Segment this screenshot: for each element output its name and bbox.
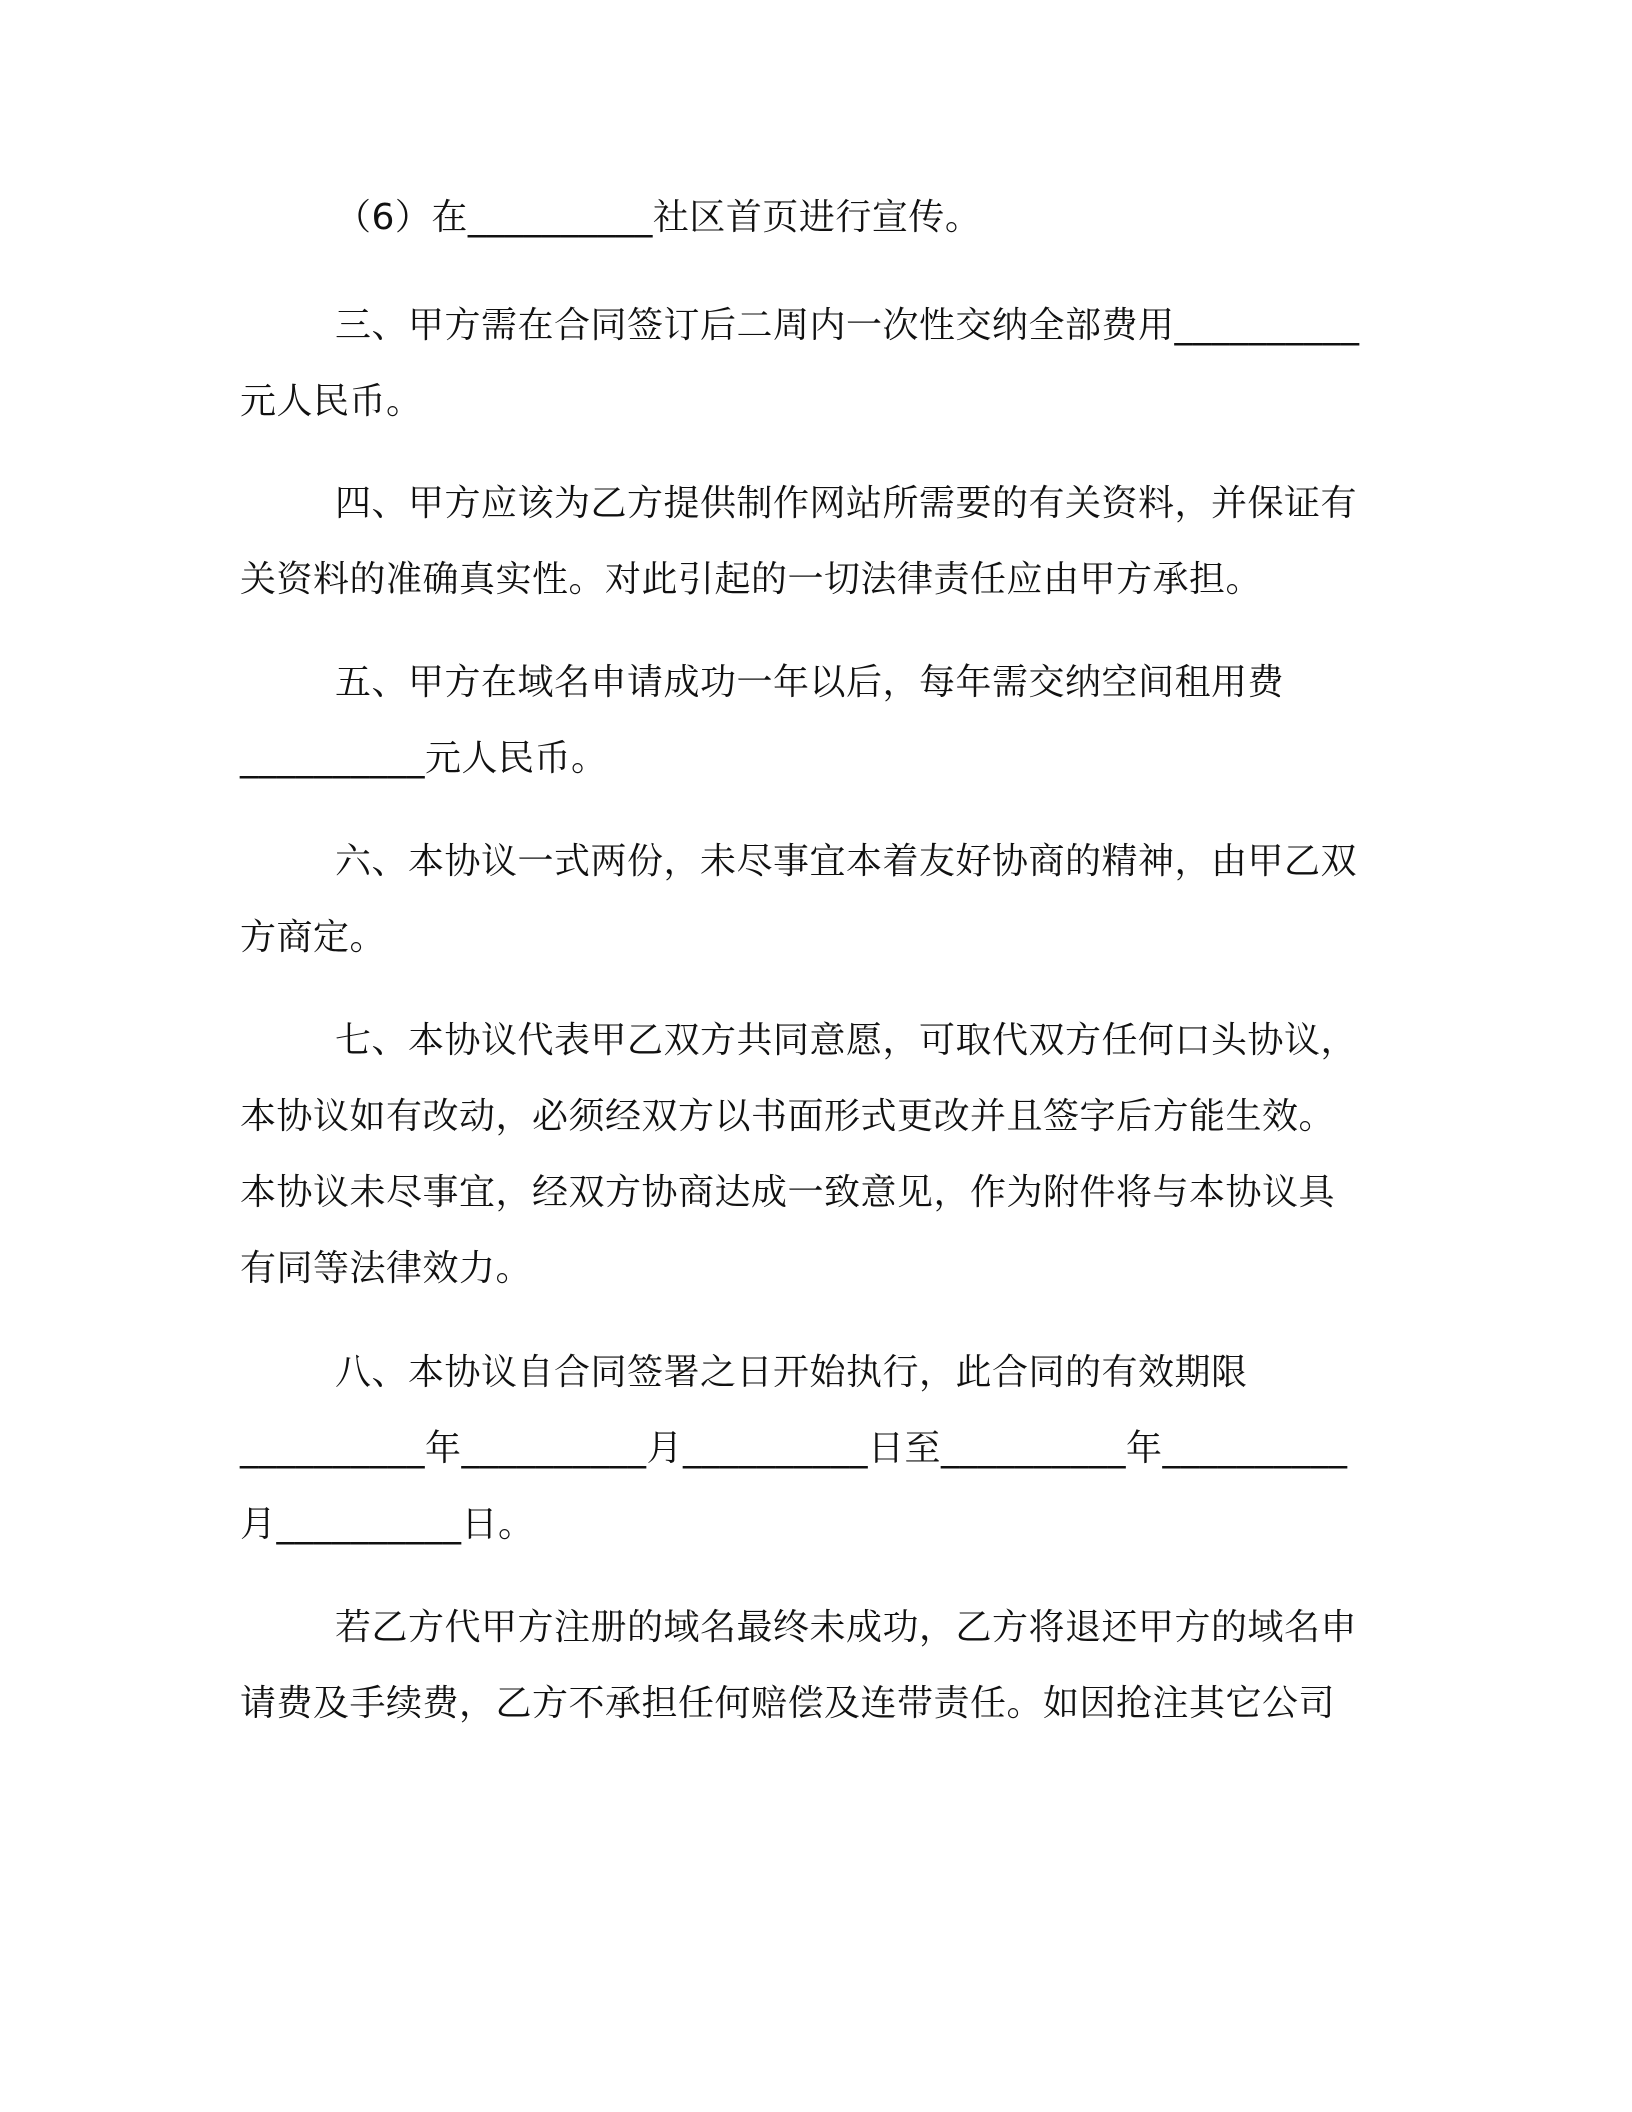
clause-five-line-2: __________元人民币。 [240, 738, 608, 779]
final-paragraph-line-1: 若乙方代甲方注册的域名最终未成功，乙方将退还甲方的域名申 [335, 1607, 1358, 1648]
clause-six-line-1: 六、本协议一式两份，未尽事宜本着友好协商的精神，由甲乙双 [335, 841, 1358, 882]
clause-three-line-2: 元人民币。 [240, 381, 423, 422]
clause-seven-line-2: 本协议如有改动，必须经双方以书面形式更改并且签字后方能生效。 [240, 1096, 1336, 1137]
clause-four-line-1: 四、甲方应该为乙方提供制作网站所需要的有关资料，并保证有 [335, 483, 1358, 524]
clause-seven-line-4: 有同等法律效力。 [240, 1248, 533, 1289]
clause-four-line-2: 关资料的准确真实性。对此引起的一切法律责任应由甲方承担。 [240, 559, 1263, 600]
clause-seven-line-3: 本协议未尽事宜，经双方协商达成一致意见，作为附件将与本协议具 [240, 1172, 1336, 1213]
final-paragraph-line-2: 请费及手续费，乙方不承担任何赔偿及连带责任。如因抢注其它公司 [240, 1683, 1336, 1724]
clause-6-line: （6）在__________社区首页进行宣传。 [335, 197, 982, 238]
clause-five-line-1: 五、甲方在域名申请成功一年以后，每年需交纳空间租用费 [335, 662, 1285, 703]
clause-eight-line-3: 月__________日。 [240, 1504, 535, 1545]
clause-eight-line-1: 八、本协议自合同签署之日开始执行，此合同的有效期限 [335, 1352, 1248, 1393]
clause-eight-line-2: __________年__________月__________日至__________年__________ [240, 1428, 1348, 1469]
clause-six-line-2: 方商定。 [240, 917, 387, 958]
clause-three-line-1: 三、甲方需在合同签订后二周内一次性交纳全部费用__________ [335, 305, 1360, 346]
clause-seven-line-1: 七、本协议代表甲乙双方共同意愿，可取代双方任何口头协议， [335, 1020, 1358, 1061]
